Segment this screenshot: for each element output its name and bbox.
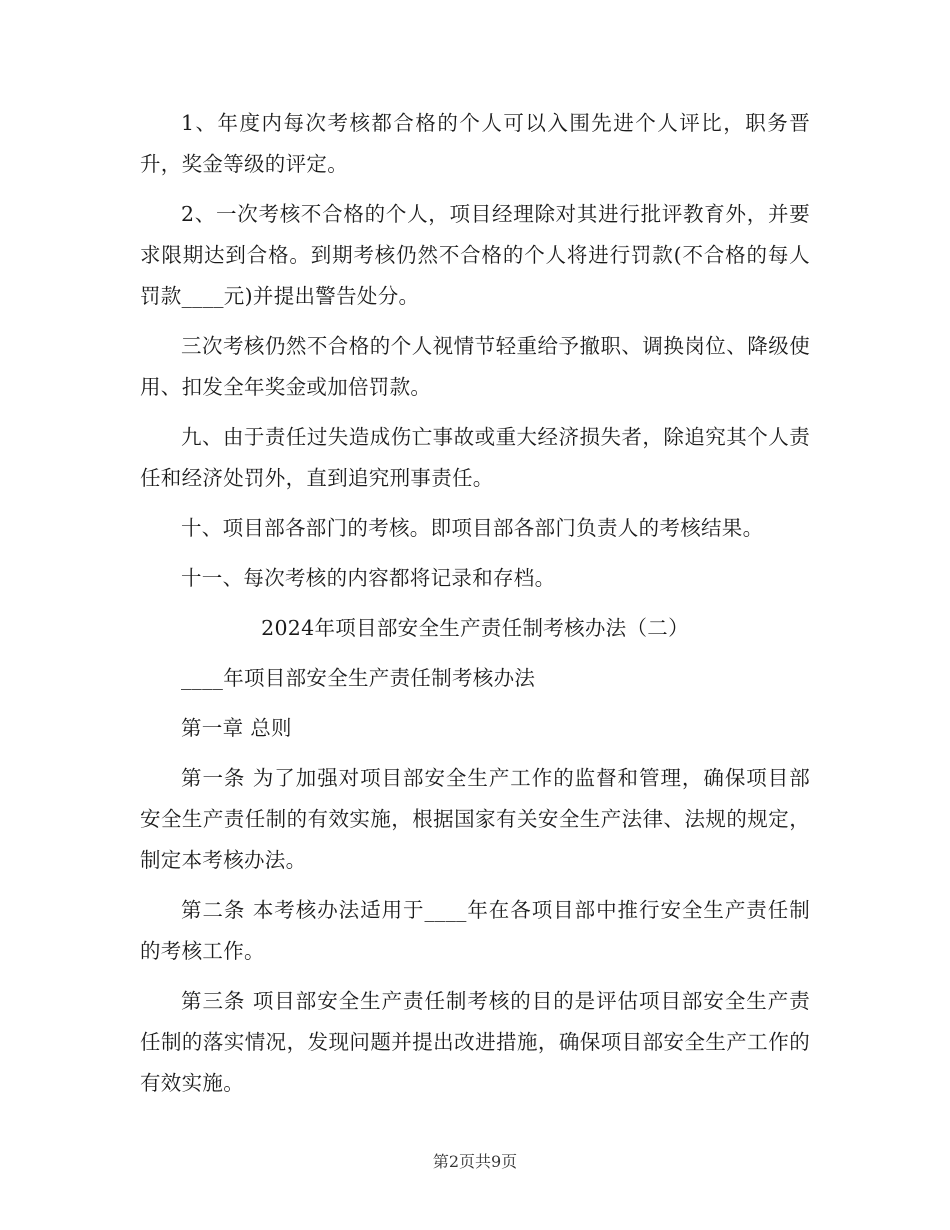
- paragraph-doc-heading: ____年项目部安全生产责任制考核办法: [181, 666, 536, 690]
- page-number: 第2页共9页: [432, 1152, 518, 1171]
- paragraph-item-eleven: 十一、每次考核的内容都将记录和存档。: [181, 566, 556, 590]
- section-title: 2024年项目部安全生产责任制考核办法（二）: [261, 616, 689, 640]
- article-two: 第二条 本考核办法适用于____年在各项目部中推行安全生产责任制的考核工作。: [140, 898, 810, 963]
- article-one: 第一条 为了加强对项目部安全生产工作的监督和管理，确保项目部安全生产责任制的有效实施，根据国家有关安全生产法律、法规的规定，制定本考核办法。: [140, 766, 810, 872]
- paragraph-item-ten: 十、项目部各部门的考核。即项目部各部门负责人的考核结果。: [181, 516, 764, 540]
- chapter-heading: 第一章 总则: [181, 716, 292, 740]
- paragraph-third-failure: 三次考核仍然不合格的个人视情节轻重给予撤职、调换岗位、降级使用、扣发全年奖金或加倍罚款。: [140, 334, 810, 399]
- article-three: 第三条 项目部安全生产责任制考核的目的是评估项目部安全生产责任制的落实情况，发现问题并提出改进措施，确保项目部安全生产工作的有效实施。: [140, 989, 810, 1095]
- paragraph-award-qualified: 1、年度内每次考核都合格的个人可以入围先进个人评比，职务晋升，奖金等级的评定。: [140, 111, 810, 176]
- document-body: [140, 103, 810, 1113]
- paragraph-first-failure: 2、一次考核不合格的个人，项目经理除对其进行批评教育外，并要求限期达到合格。到期考核仍然不合格的个人将进行罚款(不合格的每人罚款____元)并提出警告处分。: [140, 202, 810, 308]
- paragraph-item-nine: 九、由于责任过失造成伤亡事故或重大经济损失者，除追究其个人责任和经济处罚外，直到追究刑事责任。: [140, 425, 810, 490]
